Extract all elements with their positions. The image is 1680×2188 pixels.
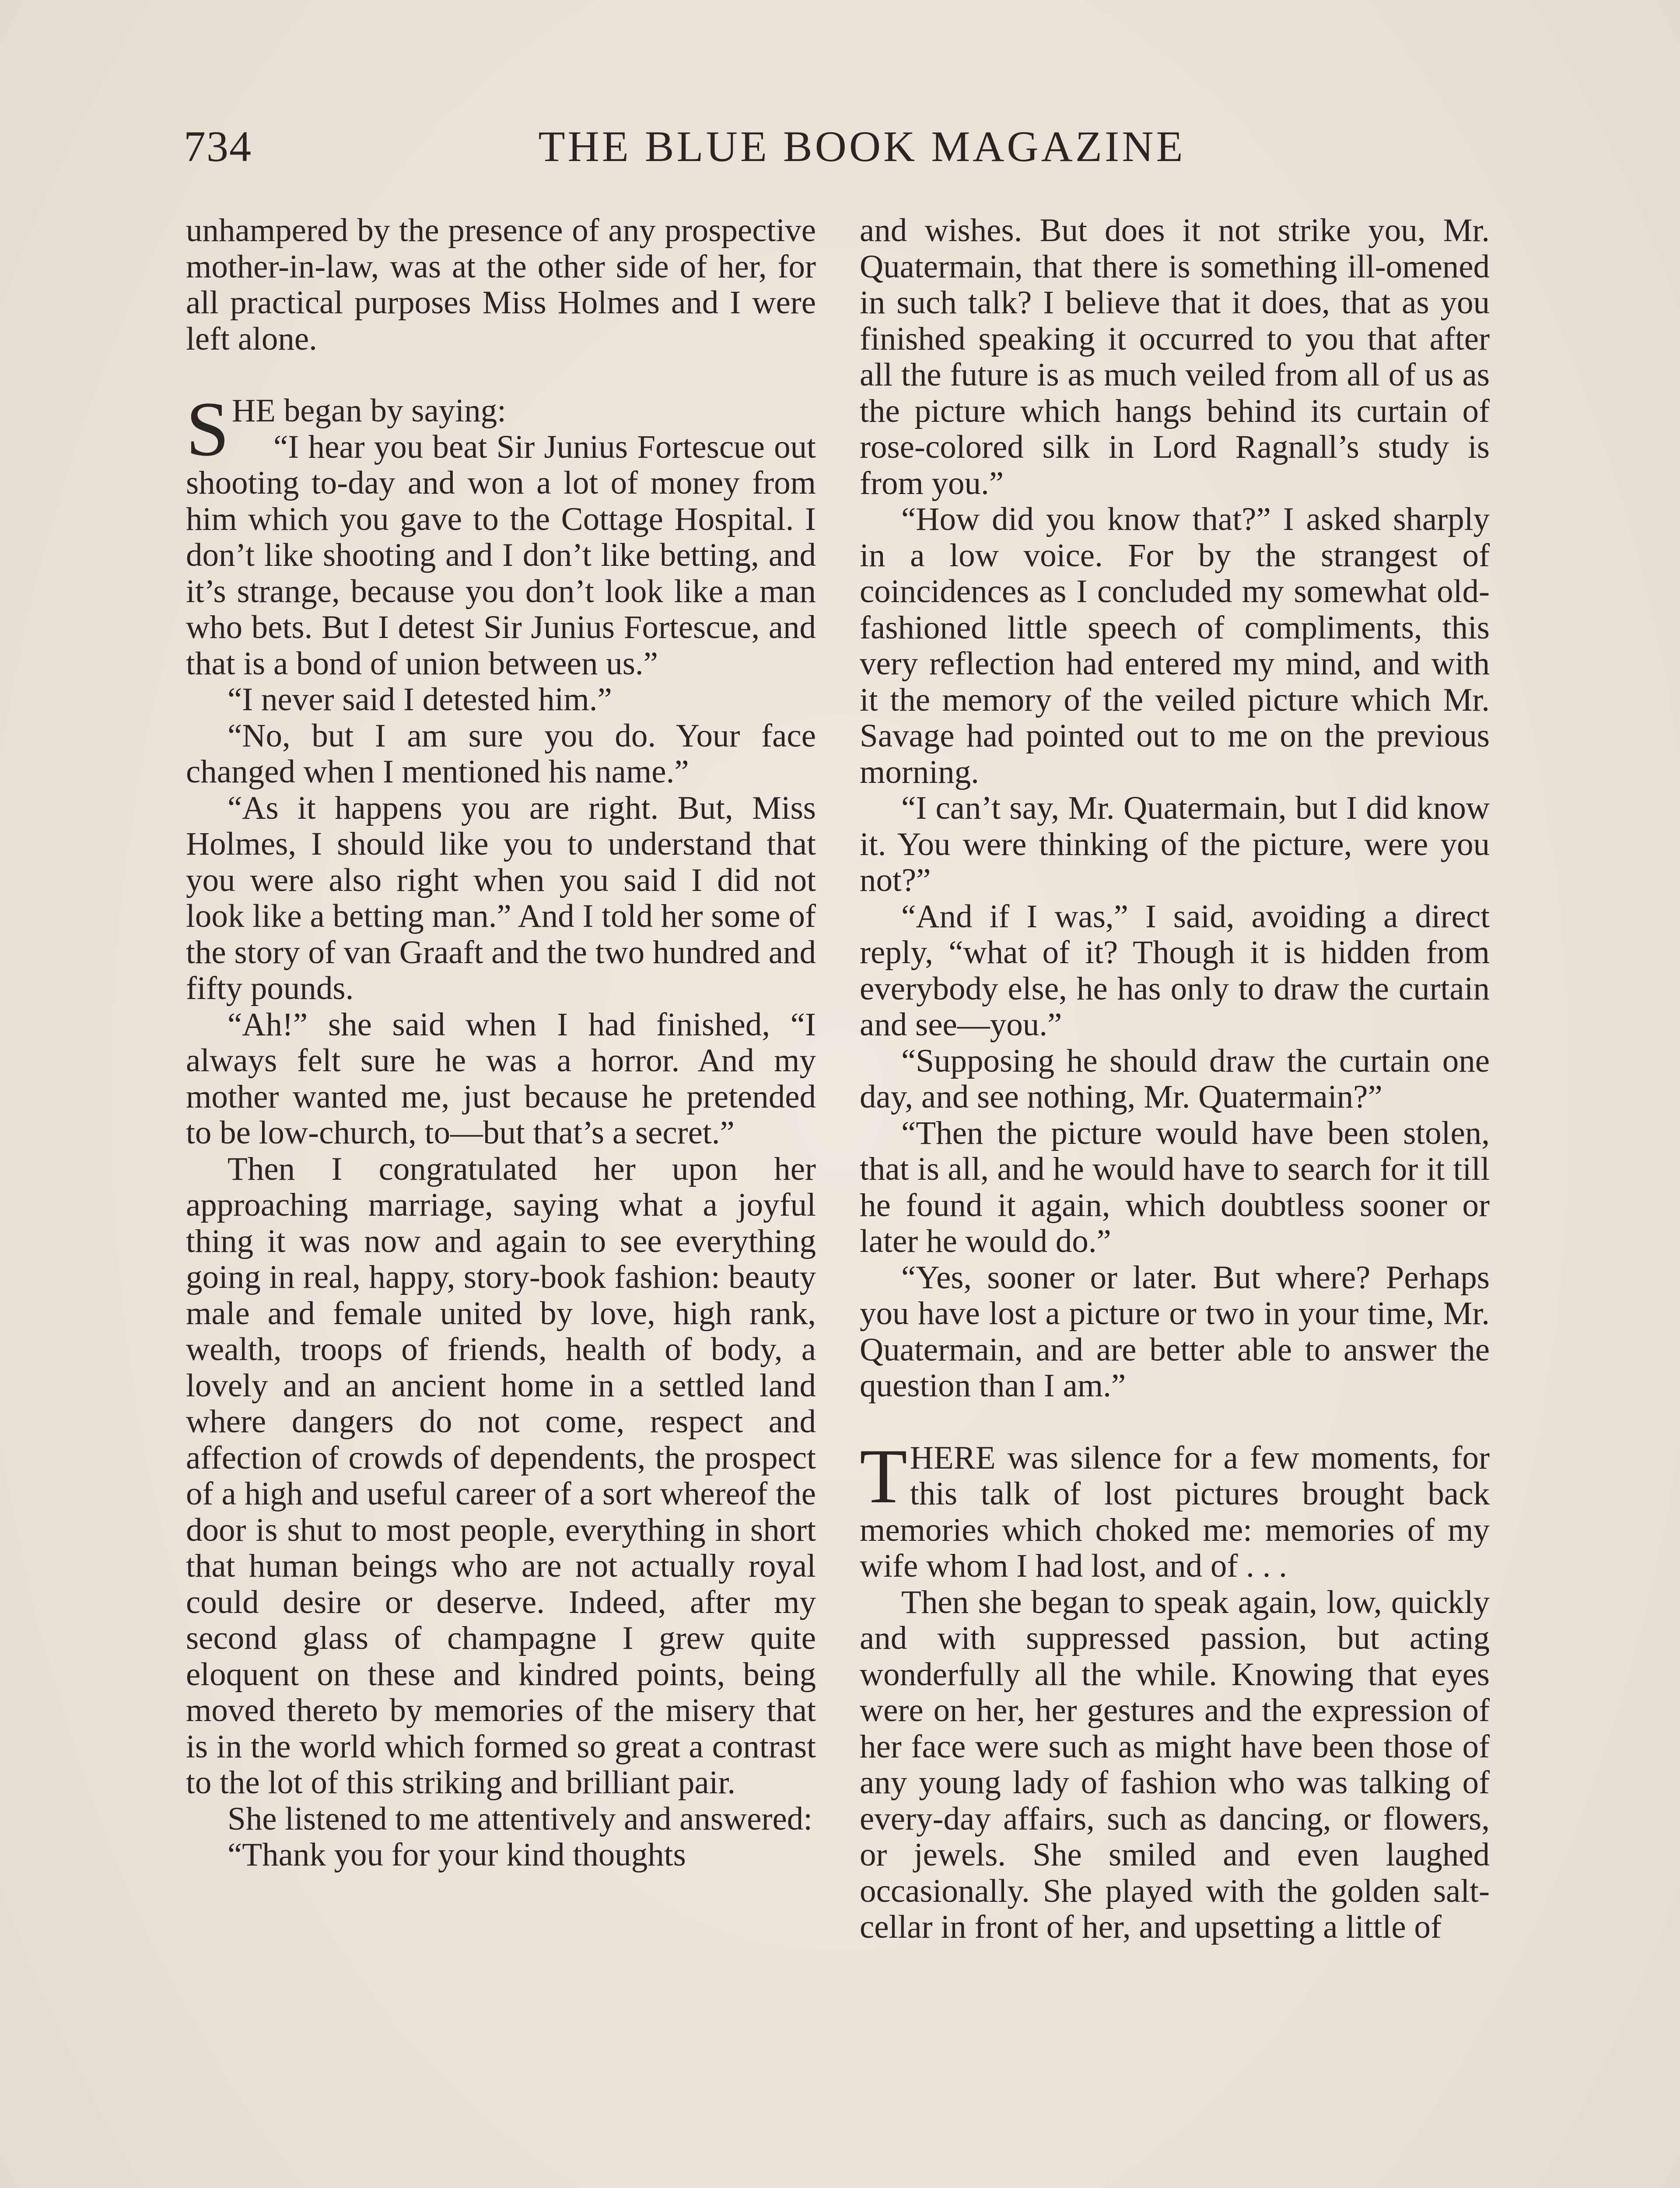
paragraph: “And if I was,” I said, avoiding a direct reply, “what of it? Though it is hidden from everybody else, he has only to draw the curtain and see—you.”: [860, 898, 1490, 1043]
paragraph: “I can’t say, Mr. Quatermain, but I did know it. You were thinking of the picture, were you not?”: [860, 790, 1490, 898]
section-opening: [186, 386, 816, 472]
left-column: [186, 213, 816, 1873]
section-opening-text: HE began by saying:: [232, 393, 506, 429]
paragraph: “Thank you for your kind thoughts: [228, 1837, 686, 1873]
page-header: [184, 118, 1492, 175]
paragraph: “Supposing he should draw the curtain one day, and see nothing, Mr. Quatermain?”: [860, 1042, 1490, 1115]
section-opening: [860, 1432, 1490, 1585]
page-number: 734: [184, 122, 252, 171]
paragraph: and wishes. But does it not strike you, Mr. Quatermain, that there is something ill-omened in such talk? I believe that it does, that as you finished speaking it occurred to you that after all the future is as much veiled from all of us as the picture which hangs behind its curtain of rose-colored silk in Lord Ragnall’s study is from you.”: [860, 212, 1490, 501]
paragraph: “Ah!” she said when I had finished, “I always felt sure he was a horror. And my mother wanted me, just because he pretended to be low-church, to—but that’s a secret.”: [186, 1006, 816, 1151]
drop-cap: T: [860, 1432, 907, 1519]
paragraph: “I hear you beat Sir Junius Fortescue out shooting to-day and won a lot of money from him which you gave to the Cottage Hospital. I don’t like shooting and I don’t like betting, and it’s strange, because you don’t look like a man who bets. But I detest Sir Junius Fortescue, and that is a bond of union between us.”: [186, 428, 816, 682]
paragraph: Then she began to speak again, low, quickly and with suppressed passion, but acting wonderfully all the while. Knowing that eyes were on her, her gestures and the expression of her face were such as might have been those of any young lady of fashion who was talking of every-day affairs, such as dancing, or flowers, or jewels. She smiled and even laughed occasionally. She played with the golden salt-cellar in front of her, and upsetting a little of: [860, 1584, 1490, 1945]
running-title: THE BLUE BOOK MAGAZINE: [538, 122, 1186, 171]
paragraph: “Yes, sooner or later. But where? Perhaps you have lost a picture or two in your time, Mr. Quatermain, and are better able to answer the question than I am.”: [860, 1259, 1490, 1404]
paragraph: “No, but I am sure you do. Your face changed when I mentioned his name.”: [186, 717, 816, 790]
paragraph: “As it happens you are right. But, Miss Holmes, I should like you to understand that you were also right when you said I did not look like a betting man.” And I told her some of the story of van Graaft and the two hundred and fifty pounds.: [186, 789, 816, 1006]
paragraph: “How did you know that?” I asked sharply in a low voice. For by the strangest of coincidences as I concluded my somewhat old-fashioned little speech of compliments, this very reflection had entered my mind, and with it the memory of the veiled picture which Mr. Savage had pointed out to me on the previous morning.: [860, 501, 1490, 790]
paragraph: Then I congratulated her upon her approaching marriage, saying what a joyful thing it was now and again to see everything going in real, happy, story-book fashion: beauty male and female united by love, high rank, wealth, troops of friends, health of body, a lovely and an ancient home in a settled land where dangers do not come, respect and affection of crowds of dependents, the prospect of a high and useful career of a sort whereof the door is shut to most people, everything in short that human beings who are not actually royal could desire or deserve. Indeed, after my second glass of champagne I grew quite eloquent on these and kindred points, being moved thereto by memories of the misery that is in the world which formed so great a contrast to the lot of this striking and brilliant pair.: [186, 1150, 816, 1801]
paragraph: “I never said I detested him.”: [228, 681, 612, 718]
paragraph: “Then the picture would have been stolen, that is all, and he would have to search for it till he found it again, which doubtless sooner or later he would do.”: [860, 1115, 1490, 1259]
drop-cap: S: [186, 386, 229, 472]
paragraph: unhampered by the presence of any prospective mother-in-law, was at the other side of her, for all practical purposes Miss Holmes and I were left alone.: [186, 212, 816, 357]
paragraph: She listened to me attentively and answered:: [228, 1800, 813, 1837]
section-opening-text: HERE was silence for a few moments, for this talk of lost pictures brought back memories which choked me: memories of my wife whom I had lost, and of . . .: [860, 1439, 1490, 1584]
right-column: [860, 213, 1490, 1946]
